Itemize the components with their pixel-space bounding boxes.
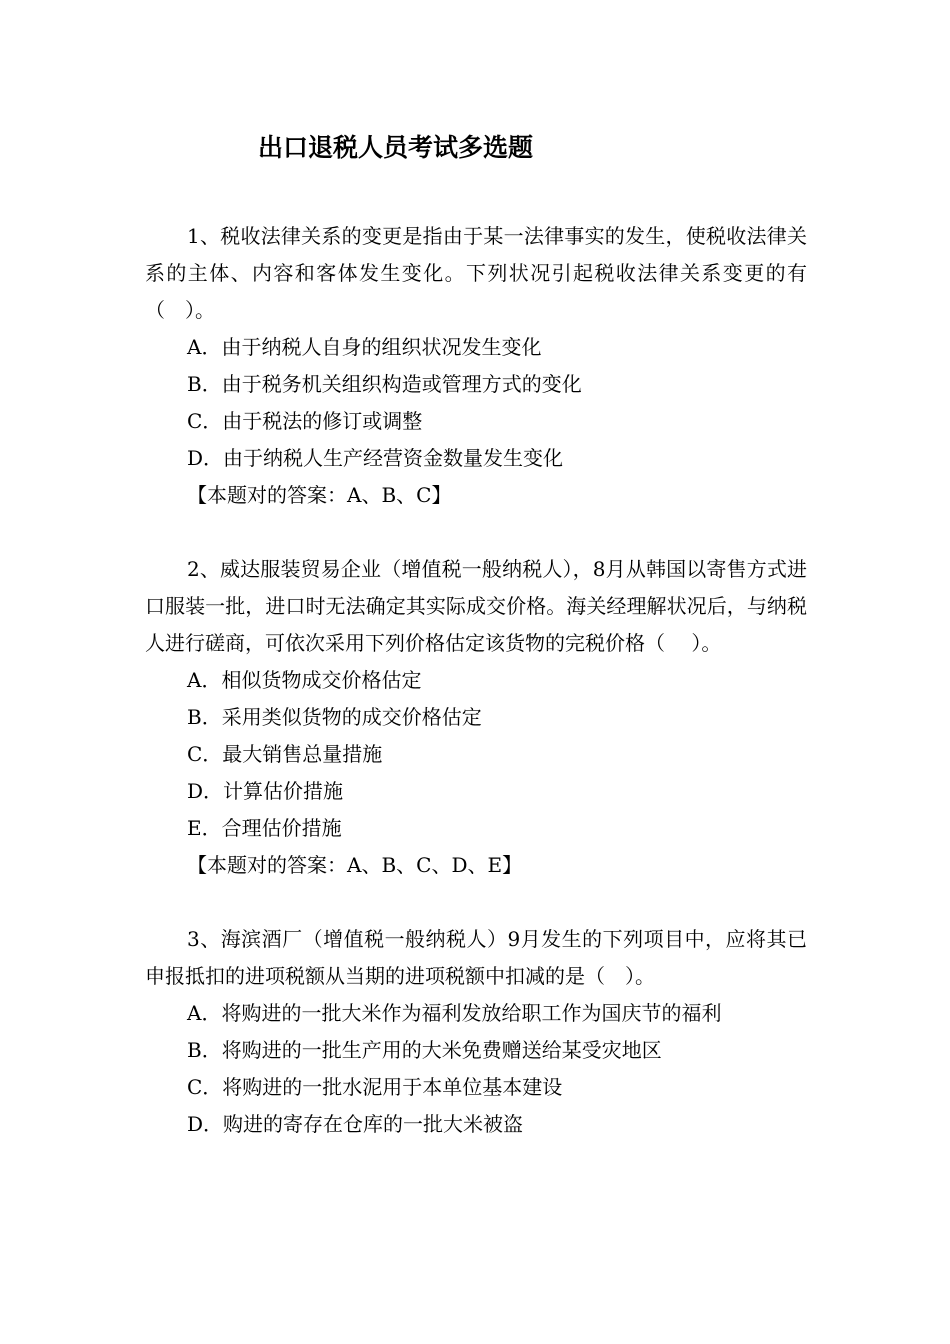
- option-d: D．计算估价措施: [187, 779, 344, 803]
- option-d: D．购进的寄存在仓库的一批大米被盗: [187, 1112, 524, 1136]
- option-c: C．由于税法的修订或调整: [187, 409, 423, 433]
- spacer: [145, 884, 807, 921]
- question-text: 1、税收法律关系的变更是指由于某一法律事实的发生，使税收法律关系的主体、内容和客体发生变化。下列状况引起税收法律关系变更的有（ ）。: [145, 224, 807, 322]
- document-body: [145, 218, 807, 1143]
- option-b: B．采用类似货物的成交价格估定: [187, 705, 482, 729]
- option-c: C．最大销售总量措施: [187, 742, 383, 766]
- option-b: B．由于税务机关组织构造或管理方式的变化: [187, 372, 582, 396]
- question-text: 2、威达服装贸易企业（增值税一般纳税人），8月从韩国以寄售方式进口服装一批，进口时无法确定其实际成交价格。海关经理解状况后，与纳税人进行磋商，可依次采用下列价格估定该货物的完税价格（ ）。: [145, 557, 807, 655]
- question-block: [145, 551, 807, 884]
- option-a: A．相似货物成交价格估定: [187, 668, 422, 692]
- question-block: [145, 218, 807, 514]
- spacer: [145, 514, 807, 551]
- option-c: C．将购进的一批水泥用于本单位基本建设: [187, 1075, 563, 1099]
- answer-text: 【本题对的答案：A、B、C】: [187, 483, 452, 507]
- option-e: E．合理估价措施: [187, 816, 342, 840]
- question-text: 3、海滨酒厂（增值税一般纳税人）9月发生的下列项目中，应将其已申报抵扣的进项税额从当期的进项税额中扣减的是（ ）。: [145, 927, 807, 988]
- document-title: 出口退税人员考试多选题: [258, 133, 534, 162]
- option-b: B．将购进的一批生产用的大米免费赠送给某受灾地区: [187, 1038, 662, 1062]
- question-block: [145, 921, 807, 1143]
- answer-text: 【本题对的答案：A、B、C、D、E】: [187, 853, 523, 877]
- option-a: A．将购进的一批大米作为福利发放给职工作为国庆节的福利: [187, 1001, 722, 1025]
- option-a: A．由于纳税人自身的组织状况发生变化: [187, 335, 542, 359]
- option-d: D．由于纳税人生产经营资金数量发生变化: [187, 446, 564, 470]
